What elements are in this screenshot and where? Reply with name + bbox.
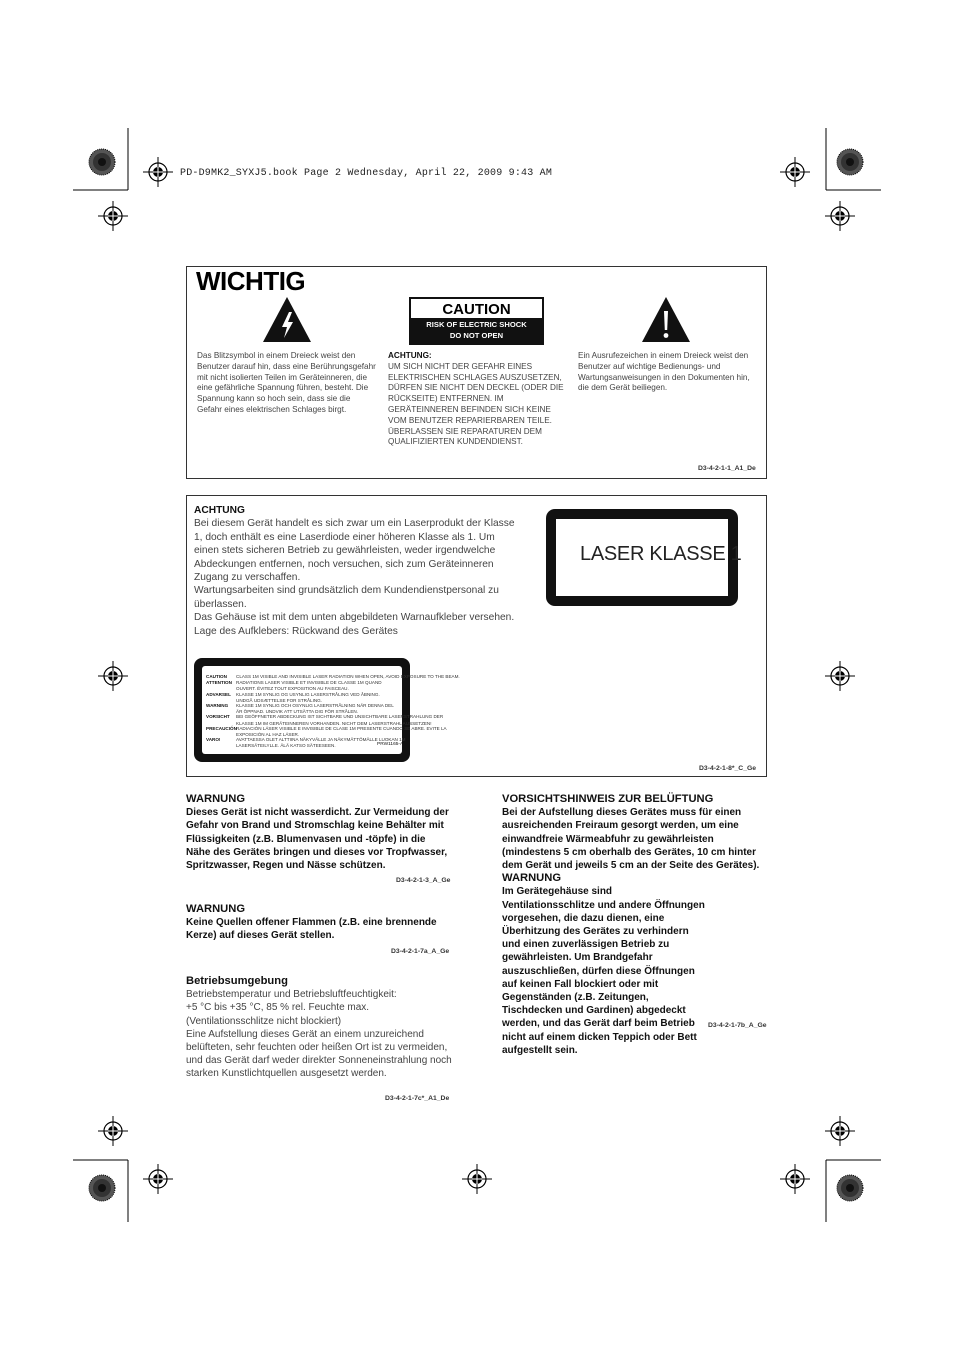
sticker-part-no: PRW1165-A — [377, 742, 404, 747]
sticker-row — [206, 743, 336, 748]
caution-sign — [409, 297, 544, 345]
important-code: D3-4-2-1-1_A1_De — [698, 465, 756, 472]
ventilation-text: Bei der Aufstellung dieses Gerätes muss für einen ausreichenden Freiraum gesorgt werden, um eine einwandfreie Wärmeabfuhr zu gewährleisten (mindestens 5 cm oberhalb des Gerätes, 10 cm hinter dem Gerät und jeweils 5 cm an der Seite des Gerätes). — [502, 807, 760, 872]
ventilation-caution — [502, 793, 768, 1057]
sticker-row-text: RADIATIONS LASER VISIBLE ET INVISIBLE DE CLASSE 1M QUAND — [236, 680, 382, 686]
sticker-row — [206, 714, 443, 719]
laser-text-4: Lage des Aufklebers: Rückwand des Gerätes — [194, 625, 398, 637]
sticker-row-text: LASERSÄTEILYLLE. ÄLÄ KATSO SÄTEESEEN. — [236, 743, 336, 749]
sticker-row-text: AVATTAESSA OLET ALTTIINA NÄKYVÄLLE JA NÄKYMÄTTÖMÄLLE LUOKAN 1M — [236, 737, 406, 743]
sticker-row-text: EXPOSICIÓN AL HAZ LÁSER. — [236, 732, 300, 737]
sticker-row-text: BEI GEÖFFNETER ABDECKUNG IST SICHTBARE UND UNSICHTBARE LASERSTRAHLUNG DER — [236, 714, 444, 720]
warnung-1-code: D3-4-2-1-3_A_Ge — [396, 877, 451, 884]
sticker-row-key: ADVARSEL — [206, 691, 231, 697]
achtung-block — [388, 351, 568, 448]
sticker-row-text: OUVERT. ÉVITEZ TOUT EXPOSITION AU FAISCEAU. — [236, 686, 349, 692]
sticker-row — [206, 680, 382, 685]
warnung-2-code: D3-4-2-1-7a_A_Ge — [391, 948, 450, 955]
sticker-row-text: UNDGÅ UDSÆTTELSE FOR STRÅLING. — [236, 697, 323, 703]
laser-text-block — [194, 504, 519, 638]
achtung-text: UM SICH NICHT DER GEFAHR EINES ELEKTRISCHEN SCHLAGES AUSZUSETZEN, DÜRFEN SIE NICHT DEN DECKEL (ODER DIE RÜCKSEITE) ENTFERNEN. IM GERÄTEINNEREN BEFINDEN SICH KEINE VOM BENUTZER REPARIERBAREN TEILE. ÜBERLASSEN SIE REPARATUREN DEM QUALIFIZIERTEN KUNDENDIENST. — [388, 361, 564, 447]
lightning-description: Das Blitzsymbol in einem Dreieck weist den Benutzer darauf hin, dass eine Berührungsgefahr mit nicht isolierten Teilen im Geräteinneren, die eine gefährliche Spannung führen, besteht. Die Spannung kann so hoch sein, dass sie die Gefahr eines elektrischen Schlages birgt. — [197, 351, 376, 414]
sticker-row-text: KLASSE 1M SYNLIG OCH OSYNLIG LASERSTRÅLNING NÄR DENNA DEL — [236, 703, 394, 708]
operating-environment — [186, 975, 452, 1081]
laser-text-3: Das Gehäuse ist mit dem unten abgebildeten Warnaufkleber versehen. — [194, 612, 515, 624]
laser-text: Bei diesem Gerät handelt es sich zwar um ein Laserprodukt der Klasse 1, doch enthält es eine Laserdiode einer höheren Klasse als 1. Um einen stets sicheren Betrieb zu gewährleisten, weder irgendwelche Abdeckungen entfernen, noch versuchen, sich zum Geräteinneren Zugang zu verschaffen. — [194, 518, 515, 584]
exclamation-description: Ein Ausrufezeichen in einem Dreieck weist den Benutzer auf wichtige Bedienungs- und Wartungsanweisungen in den Dokumenten hin, die dem Gerät beiliegen. — [578, 351, 750, 393]
env-text-1: Betriebstemperatur und Betriebsluftfeuchtigkeit: — [186, 989, 397, 1001]
warnung-1-heading: WARNUNG — [186, 793, 246, 805]
sticker-row-key: VORSICHT — [206, 714, 230, 720]
sticker-row-text: RADIACIÓN LÁSER VISIBLE E INVISIBLE DE CLASE 1M PRESENTE CUANDO SE ABRE. EVITE LA — [236, 725, 447, 731]
laser-heading: ACHTUNG — [194, 505, 245, 516]
caution-label: CAUTION — [442, 301, 511, 318]
sticker-row-text: CLASS 1M VISIBLE AND INVISIBLE LASER RADIATION WHEN OPEN, AVOID EXPOSURE TO THE BEAM. — [236, 674, 460, 679]
sticker-row-key: PRECAUCIÓN — [206, 725, 237, 731]
ventilation-code: D3-4-2-1-7b_A_Ge — [708, 1022, 767, 1029]
sticker-row — [206, 692, 380, 697]
achtung-heading: ACHTUNG: — [388, 351, 432, 360]
warnung-1-text: Dieses Gerät ist nicht wasserdicht. Zur Vermeidung der Gefahr von Brand und Stromschlag keine Behälter mit Flüssigkeiten (z.B. Blumenvasen und -töpfe) in die Nähe des Gerätes bringen und dieses vor Tropfwasser, Spritzwasser, Regen und Nässe schützen. — [186, 807, 449, 872]
sticker-row-key: CAUTION — [206, 674, 227, 679]
warnung-2 — [186, 903, 452, 943]
env-code: D3-4-2-1-7c*_A1_De — [385, 1095, 450, 1102]
sticker-row — [206, 726, 447, 731]
sticker-row — [206, 737, 406, 742]
important-title: WICHTIG — [196, 266, 306, 296]
warnung-2-text: Keine Quellen offener Flammen (z.B. eine brennende Kerze) auf dieses Gerät stellen. — [186, 917, 437, 942]
exclamation-warning-icon — [641, 296, 691, 344]
caution-sub2: DO NOT OPEN — [449, 330, 504, 340]
ventilation-heading: VORSICHTSHINWEIS ZUR BELÜFTUNG — [502, 793, 714, 805]
sticker-row-key: VARO! — [206, 737, 221, 743]
print-header: PD-D9MK2_SYXJ5.book Page 2 Wednesday, April 22, 2009 9:43 AM — [180, 168, 553, 179]
laser-code: D3-4-2-1-8*_C_Ge — [699, 765, 757, 772]
sticker-row-text: ÄR ÖPPNAD. UNDVIK ATT UTSÄTTA DIG FÖR STRÅLEN. — [236, 709, 359, 715]
ventilation-warnung-text: Im Gerätegehäuse sind Ventilationsschlitze und andere Öffnungen vorgesehen, die dazu dienen, eine Überhitzung des Gerätes zu verhindern und einen zuverlässigen Betrieb zu gewährleisten. Um Brandgefahr auszuschließen, dürfen diese Öffnungen auf keinen Fall blockiert oder mit Gegenständen (z.B. Zeitungen, Tischdecken und Gardinen) abgedeckt werden, und das Gerät darf beim Betrieb nicht auf einem dicken Teppich oder Bett aufgestellt sein. — [502, 886, 705, 1056]
warnung-2-heading: WARNUNG — [186, 903, 246, 915]
caution-sub1: RISK OF ELECTRIC SHOCK — [426, 320, 527, 329]
warnung-1 — [186, 793, 452, 872]
env-text-3: Eine Aufstellung dieses Gerät an einem unzureichend belüfteten, sehr feuchten oder heißen Ort ist zu vermeiden, und das Gerät darf weder direkter Sonneneinstrahlung noch starken Kunstlichtquellen ausgesetzt werden. — [186, 1028, 452, 1080]
sticker-row-text: KLASSE 1M IM GERÄTEINNEREN VORHANDEN. NICHT DEM LASERSTRAHL AUSSETZEN! — [236, 720, 432, 726]
laser-text-2: Wartungsarbeiten sind grundsätzlich dem Kundendienstpersonal zu überlassen. — [194, 585, 499, 610]
env-heading: Betriebsumgebung — [186, 975, 288, 987]
sticker-row-text: KLASSE 1M SYNLIG OG USYNLIG LASERSTRÅLING VED ÅBNING. — [236, 691, 380, 697]
env-text-2: +5 °C bis +35 °C, 85 % rel. Feuchte max. (Ventilationsschlitze nicht blockiert) — [186, 1002, 370, 1027]
sticker-row-key: WARNING — [206, 703, 229, 708]
laser-class-text: LASER KLASSE 1 — [580, 543, 742, 565]
lightning-warning-icon — [262, 296, 312, 344]
sticker-row — [206, 703, 394, 708]
ventilation-warnung-heading: WARNUNG — [502, 872, 562, 885]
sticker-row-key: ATTENTION — [206, 680, 232, 686]
sticker-row — [206, 674, 460, 679]
